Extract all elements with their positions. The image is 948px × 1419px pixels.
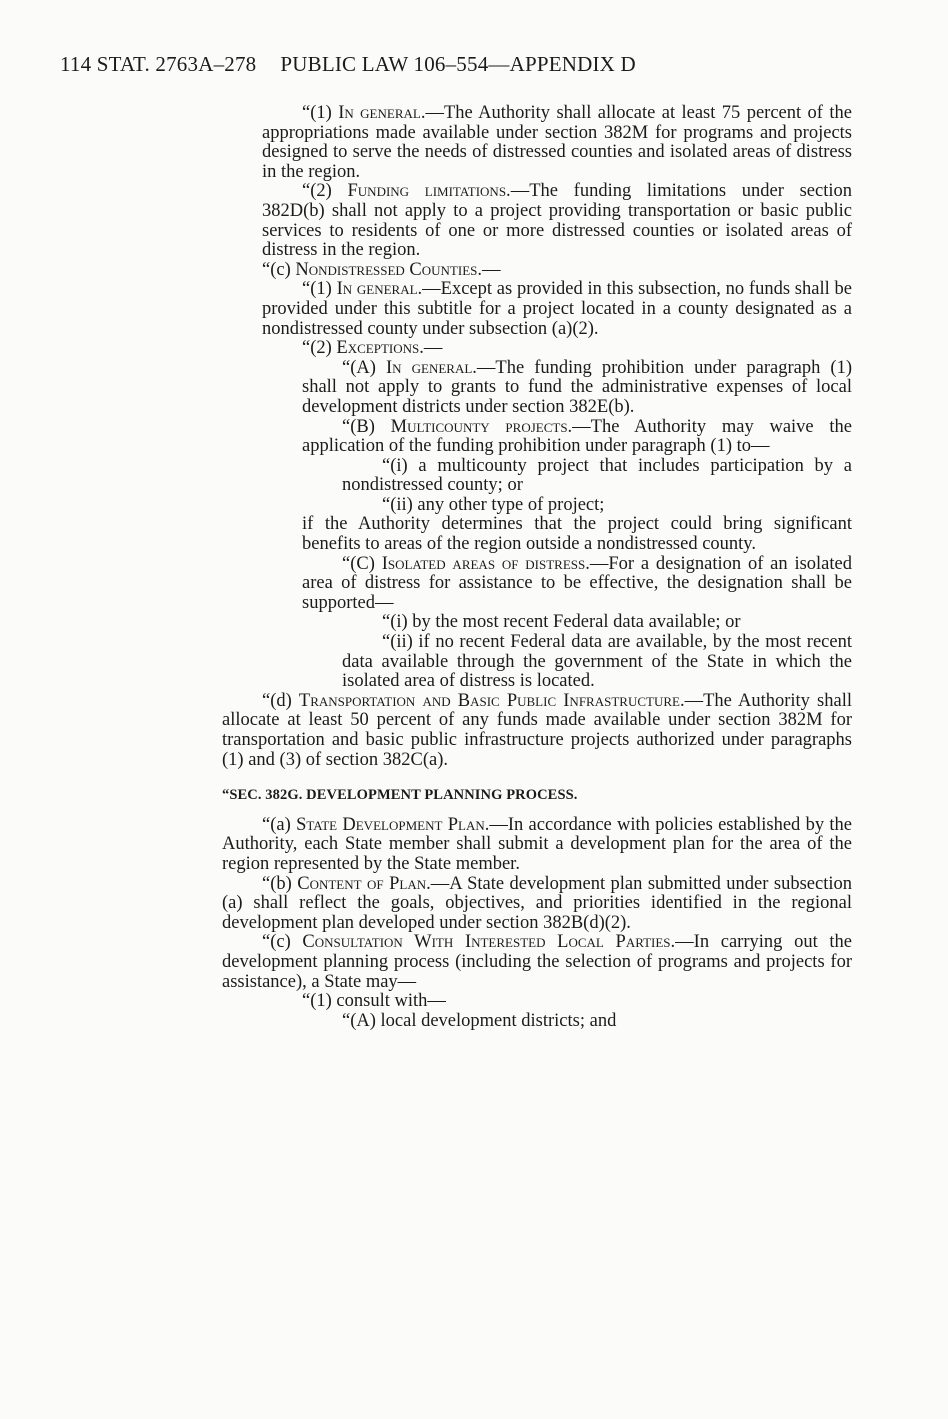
- paragraph-allocation-general: “(1) In general.—The Authority shall allocate at least 75 percent of the appropriations made available under section 382M for programs and projects designed to serve the needs of distressed counties and isolated areas of distress in the region.: [262, 103, 852, 182]
- paragraph-funding-limitations: “(2) Funding limitations.—The funding limitations under section 382D(b) shall not apply to a project providing transportation or basic public services to residents of one or more distressed counties or isolated areas of distress in the region.: [262, 181, 852, 261]
- subsection-state-development-plan: “(a) State Development Plan.—In accordance with policies established by the Authority, each State member shall submit a development plan for the area of the region represented by the State member.: [222, 814, 853, 874]
- clause-multicounty-ii: “(ii) any other type of project;: [382, 494, 605, 515]
- subparagraph-local-development-districts: “(A) local development districts; and: [342, 1010, 617, 1031]
- flush-text-determination: if the Authority determines that the project could bring significant benefits to areas of the region outside a nondistressed county.: [302, 514, 852, 555]
- subparagraph-exceptions-general: “(A) In general.—The funding prohibition under paragraph (1) shall not apply to grants to fund the administrative expenses of local development districts under section 382E(b).: [302, 357, 852, 417]
- document-body: [222, 104, 852, 1031]
- page-title: PUBLIC LAW 106–554—APPENDIX D: [280, 52, 636, 76]
- subsection-consultation: “(c) Consultation With Interested Local Parties.—In carrying out the development planning process (including the selection of programs and projects for assistance), a State may—: [222, 932, 852, 992]
- stat-reference: 114 STAT. 2763A–278: [60, 52, 257, 76]
- page-header: [60, 52, 636, 77]
- paragraph-nondistressed-general: “(1) In general.—Except as provided in this subsection, no funds shall be provided under this subtitle for a project located in a county designated as a nondistressed county under subsection (a)(2).: [262, 279, 852, 339]
- clause-multicounty-i: “(i) a multicounty project that includes participation by a nondistressed county; or: [342, 455, 852, 496]
- subsection-content-of-plan: “(b) Content of Plan.—A State development plan submitted under subsection (a) shall reflect the goals, objectives, and priorities identified in the regional development plan developed under section 382B(d)(2).: [222, 873, 852, 933]
- subparagraph-multicounty-projects: “(B) Multicounty projects.—The Authority may waive the application of the funding prohibition under paragraph (1) to—: [302, 416, 852, 457]
- clause-federal-data: “(i) by the most recent Federal data available; or: [382, 612, 741, 633]
- paragraph-consult-with: “(1) consult with—: [302, 991, 446, 1012]
- section-heading-382g: “SEC. 382G. DEVELOPMENT PLANNING PROCESS.: [222, 787, 578, 804]
- subsection-transportation-infrastructure: “(d) Transportation and Basic Public Infrastructure.—The Authority shall allocate at least 50 percent of any funds made available under section 382M for transportation and basic public infrastructure projects authorized under paragraphs (1) and (3) of section 382C(a).: [222, 690, 852, 770]
- subsection-nondistressed-counties: “(c) Nondistressed Counties.—: [262, 259, 501, 280]
- subparagraph-isolated-areas: “(C) Isolated areas of distress.—For a designation of an isolated area of distress for assistance to be effective, the designation shall be supported—: [302, 553, 852, 613]
- clause-state-data: “(ii) if no recent Federal data are available, by the most recent data available through the government of the State in which the isolated area of distress is located.: [342, 632, 852, 692]
- paragraph-exceptions: “(2) Exceptions.—: [302, 338, 443, 359]
